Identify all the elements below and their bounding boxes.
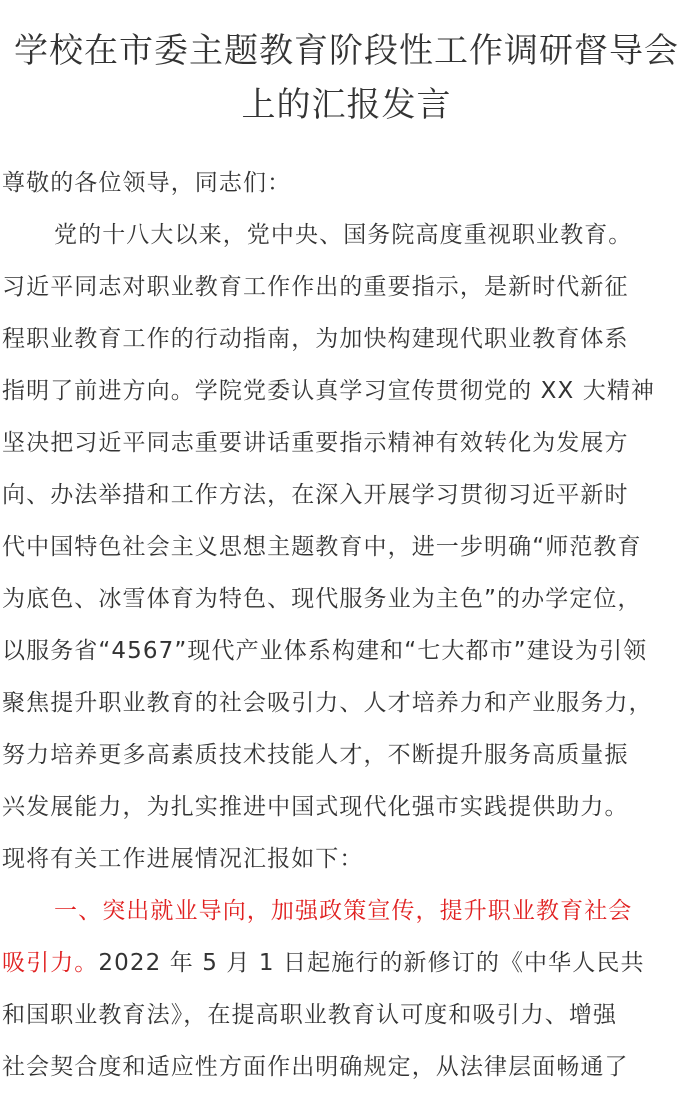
- title-line-1: 学校在市委主题教育阶段性工作调研督导会: [14, 31, 679, 71]
- paragraph-line: 兴发展能力，为扎实推进中国式现代化强市实践提供助力。: [2, 794, 629, 820]
- paragraph-line: 现将有关工作进展情况汇报如下：: [2, 846, 364, 872]
- section-heading-continuation: [2, 937, 693, 989]
- paragraph-line: 坚决把习近平同志重要讲话重要指示精神有效转化为发展方: [2, 430, 629, 456]
- paragraph-line: 和国职业教育法》，在提高职业教育认可度和吸引力、增强: [2, 1002, 618, 1028]
- paragraph-line: 指明了前进方向。学院党委认真学习宣传贯彻党的 XX 大精神: [2, 378, 656, 404]
- title-line-2: 上的汇报发言: [241, 85, 452, 125]
- document-body: [2, 157, 693, 1093]
- paragraph-line: 向、办法举措和工作方法，在深入开展学习贯彻习近平新时: [2, 482, 629, 508]
- paragraph-line: 习近平同志对职业教育工作作出的重要指示，是新时代新征: [2, 274, 629, 300]
- paragraph-line: 程职业教育工作的行动指南，为加快构建现代职业教育体系: [2, 326, 629, 352]
- section-text: 2022 年 5 月 1 日起施行的新修订的《中华人民共: [98, 950, 645, 976]
- paragraph-line: 以服务省“4567”现代产业体系构建和“七大都市”建设为引领: [2, 638, 648, 664]
- document-title: [0, 24, 693, 132]
- paragraph-line: 代中国特色社会主义思想主题教育中，进一步明确“师范教育: [2, 534, 642, 560]
- paragraph-line: 党的十八大以来，党中央、国务院高度重视职业教育。: [54, 222, 633, 248]
- section-heading-end: 吸引力。: [2, 950, 99, 976]
- paragraph-line: 聚焦提升职业教育的社会吸引力、人才培养力和产业服务力，: [2, 690, 653, 716]
- section-heading: 一、突出就业导向，加强政策宣传，提升职业教育社会: [54, 898, 633, 924]
- paragraph-line: 社会契合度和适应性方面作出明确规定，从法律层面畅通了: [2, 1054, 629, 1080]
- salutation: 尊敬的各位领导，同志们：: [2, 170, 292, 196]
- paragraph-line: 努力培养更多高素质技术技能人才，不断提升服务高质量振: [2, 742, 629, 768]
- paragraph-line: 为底色、冰雪体育为特色、现代服务业为主色”的办学定位，: [2, 586, 642, 612]
